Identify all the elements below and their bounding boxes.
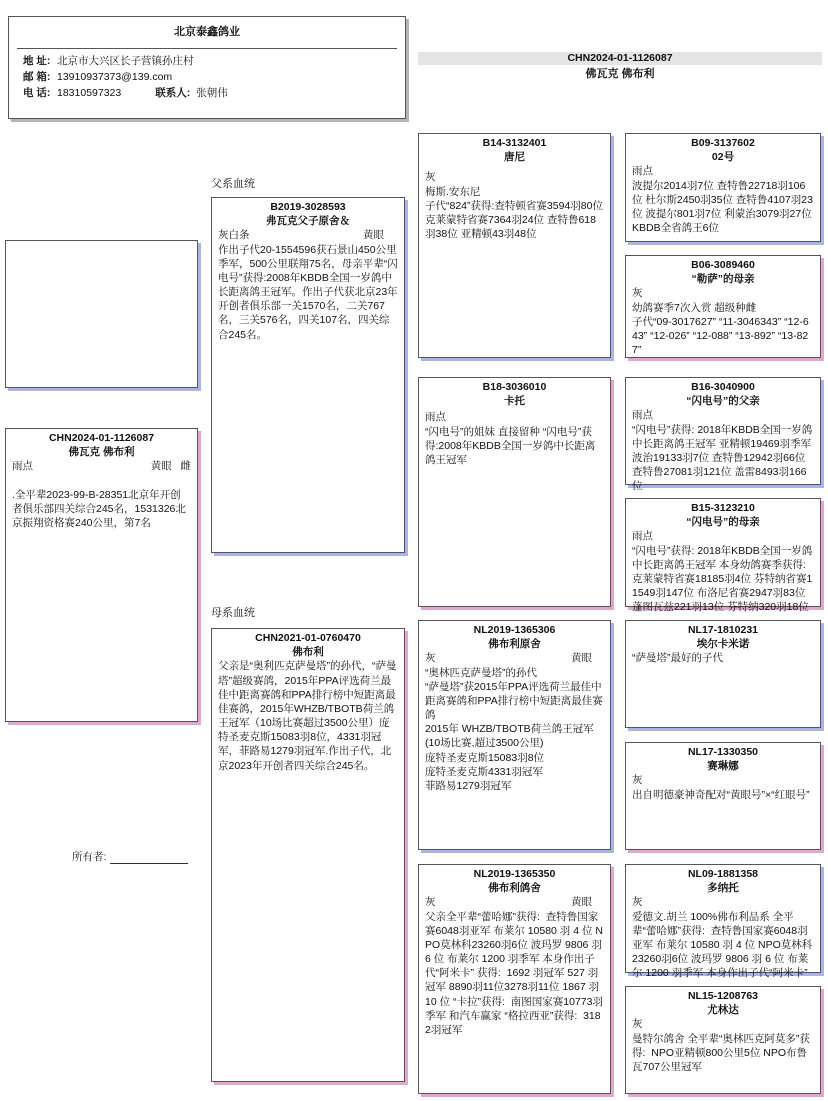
ds-color: 灰: [425, 652, 436, 665]
dd-desc: 父亲全平辈“蕾哈娜”获得: 查特鲁国家赛6048羽亚军 布莱尔 10580 羽 4 位 NPO莫林科23260羽6位 波玛罗 9806 羽 6 位 布莱尔 1200 羽季军 本身作出子代“阿米卡” 获得: 1692 羽冠军 527 羽冠军 8890羽11位3278羽11位 1867 羽 10 位 “卡拉”获得: 南图国家赛10773羽季军 和汽车赢家 “格拉西亚”获得: 3182羽冠军: [425, 910, 605, 1036]
sire-card: [211, 197, 405, 553]
owner-label: 所有者:: [72, 851, 107, 863]
dss-name: 埃尔卡米诺: [696, 638, 750, 651]
sss-card: [625, 133, 821, 242]
ssd-name: “勒萨”的母亲: [691, 273, 755, 286]
dds-color: 灰: [632, 896, 643, 909]
sss-desc: 波提尔2014羽7位 查特鲁22718羽106位 杜尔斯2450羽35位 查特鲁4107羽23位 波提尔801羽7位 利蒙治3079羽27位 KBDB全省鸽王6位: [632, 179, 815, 235]
dam-ring: CHN2021-01-0760470: [255, 632, 361, 644]
subject-eye: 黄眼: [150, 460, 172, 473]
dsd-color: 灰: [632, 774, 643, 787]
ds-eye: 黄眼: [571, 652, 592, 665]
sire-traits: [212, 228, 404, 242]
address-row: [9, 53, 405, 69]
sds-card: [625, 377, 821, 493]
subject-sex: 雌: [180, 460, 191, 473]
dss-card: [625, 620, 821, 728]
subject-ring: CHN2024-01-1126087: [48, 432, 155, 444]
dds-ring: NL09-1881358: [687, 868, 759, 880]
dd-card: [418, 864, 611, 1094]
ddd-card: [625, 986, 821, 1094]
contact: [155, 87, 228, 99]
dds-name: 多纳托: [707, 882, 739, 895]
ds-ring: NL2019-1365306: [473, 624, 556, 636]
dd-traits: [419, 895, 610, 909]
dsd-ring: NL17-1330350: [687, 746, 759, 758]
company-name: 北京泰鑫鸽业: [174, 26, 240, 38]
ss-ring: B14-3132401: [482, 137, 547, 149]
sds-ring: B16-3040900: [691, 381, 755, 393]
ds-traits: [419, 651, 610, 665]
owner-blank[interactable]: [110, 852, 188, 864]
breeder-header: [8, 16, 406, 119]
sd-desc: “闪电号”的姐妹 直接留种 “闪电号”获得:2008年KBDB全国一岁鸽中长距离鸽王冠军: [425, 425, 596, 466]
ss-name: 唐尼: [504, 151, 525, 164]
sire-name: 弗瓦克父子原舍＆: [266, 215, 350, 228]
dss-ring: NL17-1810231: [687, 624, 759, 636]
dsd-name: 赛琳娜: [707, 760, 739, 773]
email-row: [9, 69, 405, 85]
contact-value: 张朝伟: [196, 86, 228, 99]
sire-desc: 作出子代20-1554596获石景山450公里季军，500公里联翔75名，母亲平辈“闪电号”获得:2008年KBDB全国一岁鸽中长距离鸽王冠军。作出子代获北京23年开创者俱乐部一关1570名，二关767名，三关576名，四关107名，四关综合245名。: [218, 243, 398, 341]
subject-name: 佛瓦克 佛布利: [68, 446, 135, 459]
sdd-name: “闪电号”的母亲: [686, 516, 760, 529]
phone-row: [9, 85, 405, 101]
ssd-color: 灰: [632, 287, 643, 300]
sd-color: 雨点: [425, 411, 446, 424]
sds-name: “闪电号”的父亲: [686, 395, 760, 408]
subject-traits: [6, 459, 197, 473]
header-divider: [17, 48, 397, 49]
sss-ring: B09-3137602: [691, 137, 755, 149]
sds-desc: “闪电号”获得: 2018年KBDB全国一岁鸽中长距离鸽王冠军 亚精顿19469羽季军 波治19133羽7位 查特鲁12942羽66位 查特鲁27081羽121位 盖雷8493羽166位: [632, 423, 815, 493]
subject-card: [5, 428, 198, 722]
phone-value: 18310597323: [57, 86, 122, 99]
sdd-color: 雨点: [632, 530, 653, 543]
sd-card: [418, 377, 611, 607]
ddd-desc: 曼特尔鸽舍 全平辈“奥林匹克阿莫多”获得: NPO亚精顿800公里5位 NPO布鲁瓦707公里冠军: [632, 1032, 810, 1073]
ss-card: [418, 133, 611, 358]
sss-name: 02号: [711, 151, 735, 164]
subject-ring-band: CHN2024-01-1126087: [418, 52, 822, 65]
ddd-color: 灰: [632, 1018, 643, 1031]
ds-desc: “奥林匹克萨曼塔”的孙代 “萨曼塔”获2015年PPA评选荷兰最佳中距离赛鸽和PPA排行榜中短距离最佳赛鸽 2015年 WHZB/TBOTB荷兰鸽王冠军 (10场比赛,超过3500公里) 庞特圣麦克斯15083羽8位 庞特圣麦克斯4331羽冠军 菲路易1279羽冠军: [425, 666, 603, 792]
photo-placeholder: [5, 240, 198, 388]
ddd-name: 尤林达: [707, 1004, 739, 1017]
dam-desc: 父亲是“奥利匹克萨曼塔”的孙代，“萨曼塔”超级赛鸽，2015年PPA评选荷兰最佳中距离赛鸽和PPA排行榜中短距离最佳赛鸽，2015年WHZB/TBOTB荷兰鸽王冠军（10场比赛超过3500公里）庞特圣麦克斯15083羽8位，4331羽冠军，菲路易1279羽冠军.作出子代，北京2023年开创者四关综合245名。: [218, 660, 397, 772]
dss-desc: “萨曼塔”最好的子代: [632, 652, 723, 665]
email-value[interactable]: 13910937373@139.com: [57, 70, 173, 83]
sss-color: 雨点: [632, 165, 653, 178]
ds-name: 佛布利原舍: [488, 638, 541, 651]
sire-color: 灰白条: [218, 229, 250, 242]
dd-color: 灰: [425, 896, 436, 909]
dds-card: [625, 864, 821, 980]
ssd-desc: 幼鸽赛季7次入赏 超级种雌 子代“09-3017627” “11-3046343” “12-643” “12-026” “12-088” “13-892” “13-827”: [632, 301, 809, 357]
dam-name: 佛布利: [292, 646, 324, 659]
phone-label: 电 话:: [23, 86, 51, 99]
contact-label: 联系人:: [155, 86, 191, 99]
dd-eye: 黄眼: [571, 896, 592, 909]
sd-ring: B18-3036010: [482, 381, 547, 393]
sire-eye: 黄眼: [363, 229, 384, 242]
dsd-desc: 出自明德豪神奇配对“黄眼号”×“红眼号”: [632, 788, 810, 801]
owner-field: [72, 850, 188, 864]
ssd-card: [625, 255, 821, 358]
subject-color: 雨点: [12, 460, 33, 473]
sdd-card: [625, 498, 821, 614]
subject-desc: .全平辈2023-99-B-28351北京年开创者俱乐部四关综合245名，1531326北京振翔资格赛240公里，第7名: [12, 488, 186, 529]
dds-desc: 爱德文.胡兰 100%佛布利品系 全平辈“蕾哈娜”获得: 查特鲁国家赛6048羽亚军 布莱尔 10580 羽 4 位 NPO莫林科23260羽6位 波玛罗 9806 羽 6 位 布莱尔 1200 羽季军 本身作出子代“阿米卡”: [632, 910, 813, 980]
ss-color: 灰: [425, 171, 436, 184]
address-value: 北京市大兴区长子营镇孙庄村: [57, 54, 194, 67]
sdd-desc: “闪电号”获得: 2018年KBDB全国一岁鸽中长距离鸽王冠军 本身幼鸽赛季获得:克莱蒙特省赛18185羽4位 芬特纳省赛11549羽147位 布洛尼省赛2947羽83位 蓬图瓦兹221羽13位 芬特纳320羽18位: [632, 544, 813, 614]
dsd-card: [625, 742, 821, 850]
sds-color: 雨点: [632, 409, 653, 422]
ss-desc: 梅斯.安东尼 子代“824”获得:查特顿省赛3594羽80位 克莱蒙特省赛7364羽24位 查特鲁618羽38位 亚精顿43羽48位: [425, 185, 603, 241]
sire-line-label: 父系血统: [211, 178, 255, 190]
dam-card: [211, 628, 405, 1082]
dd-name: 佛布利鸽舍: [488, 882, 541, 895]
sd-name: 卡托: [504, 395, 525, 408]
dd-ring: NL2019-1365350: [473, 868, 556, 880]
ddd-ring: NL15-1208763: [687, 990, 759, 1002]
email-label: 邮 箱:: [23, 70, 51, 83]
address-label: 地 址:: [23, 54, 51, 67]
ds-card: [418, 620, 611, 850]
ssd-ring: B06-3089460: [691, 259, 755, 271]
sire-ring: B2019-3028593: [270, 201, 346, 213]
subject-name-top: 佛瓦克 佛布利: [585, 68, 655, 80]
sdd-ring: B15-3123210: [691, 502, 755, 514]
dam-line-label: 母系血统: [211, 607, 255, 619]
